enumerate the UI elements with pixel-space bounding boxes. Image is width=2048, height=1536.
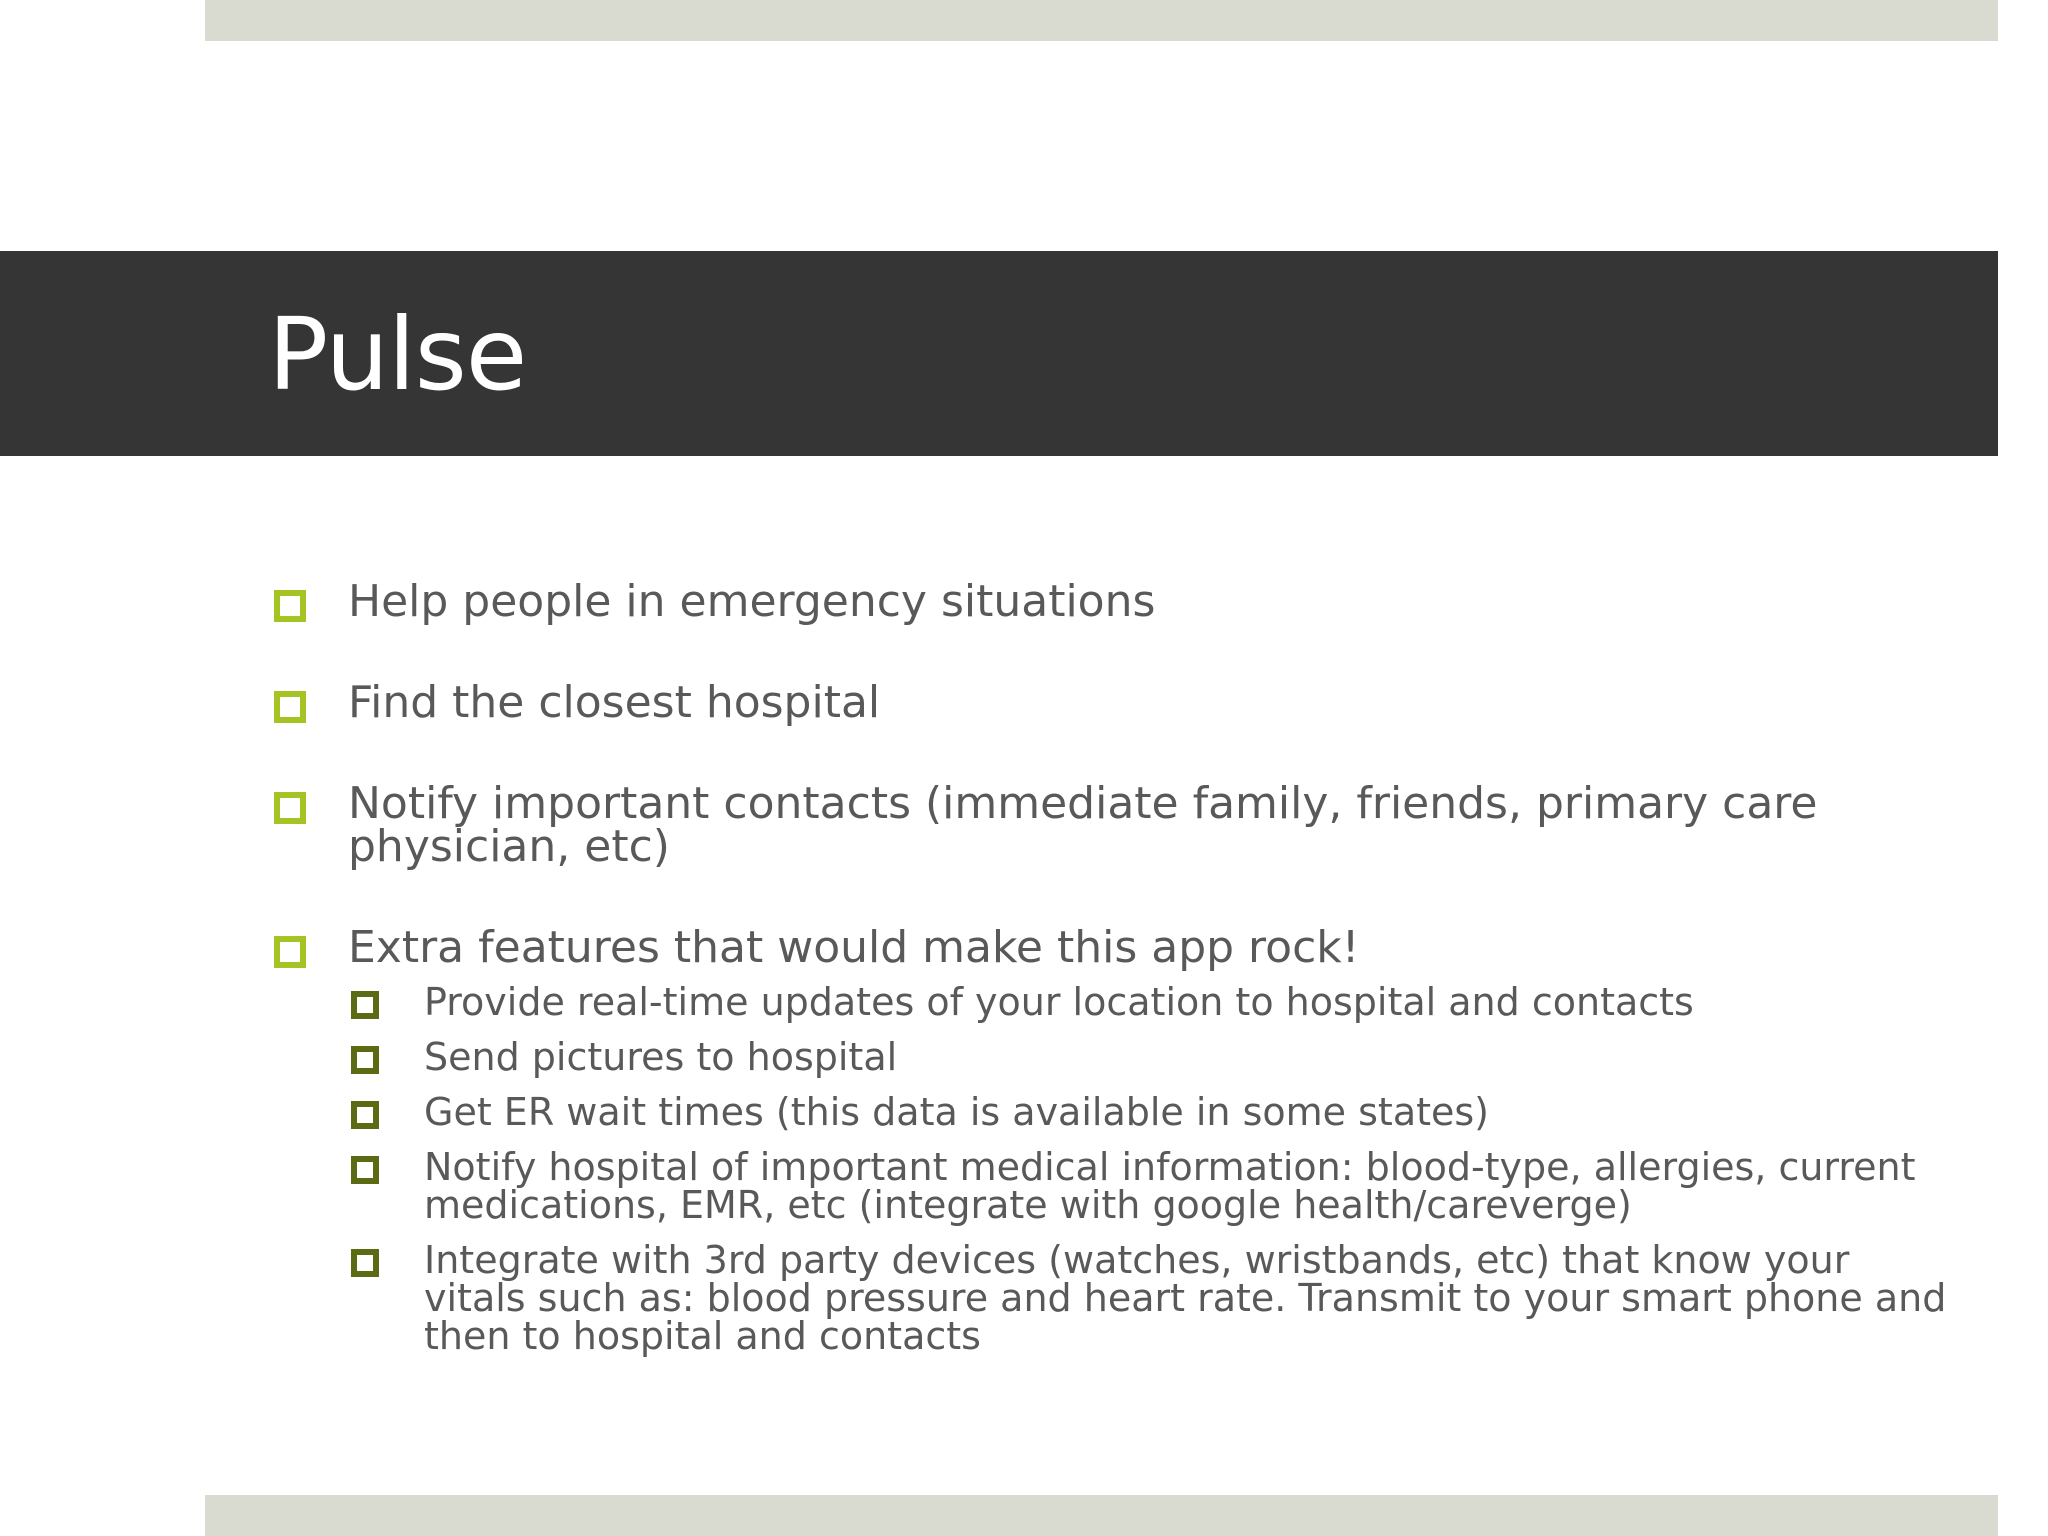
sub-bullet-item [268,1090,1948,1134]
hollow-square-sub-bullet-icon [351,1101,379,1129]
bullet-text: Find the closest hospital [348,677,881,728]
sub-bullet-list [268,980,1948,1358]
bottom-decorative-strip [205,1495,1998,1536]
bullet-item [268,922,1948,973]
bullet-text: Notify important contacts (immediate family, friends, primary care physician, etc) [348,778,1818,872]
sub-bullet-item [268,1145,1948,1227]
sub-bullet-text: Provide real-time updates of your location to hospital and contacts [424,980,1694,1024]
bullet-text: Help people in emergency situations [348,576,1156,627]
hollow-square-sub-bullet-icon [351,1156,379,1184]
sub-bullet-text: Get ER wait times (this data is available in some states) [424,1090,1490,1134]
slide-body [268,576,1948,1372]
bullet-item [268,576,1948,627]
sub-bullet-text: Send pictures to hospital [424,1035,898,1079]
hollow-square-sub-bullet-icon [351,991,379,1019]
hollow-square-sub-bullet-icon [351,1046,379,1074]
hollow-square-bullet-icon [274,936,306,968]
sub-bullet-item [268,980,1948,1024]
sub-bullet-text: Integrate with 3rd party devices (watches, wristbands, etc) that know your vitals such as: blood pressure and heart rate. Transmit to your smart phone and then to hospital and contacts [424,1238,1947,1358]
bullet-text: Extra features that would make this app rock! [348,922,1360,973]
hollow-square-sub-bullet-icon [351,1249,379,1277]
slide-title: Pulse [268,296,527,413]
bullet-item [268,778,1948,872]
sub-bullet-item [268,1035,1948,1079]
hollow-square-bullet-icon [274,691,306,723]
top-decorative-strip [205,0,1998,41]
bullet-item [268,677,1948,728]
hollow-square-bullet-icon [274,792,306,824]
sub-bullet-item [268,1238,1948,1358]
sub-bullet-text: Notify hospital of important medical information: blood-type, allergies, current medications, EMR, etc (integrate with google health/careverge) [424,1145,1916,1227]
hollow-square-bullet-icon [274,590,306,622]
